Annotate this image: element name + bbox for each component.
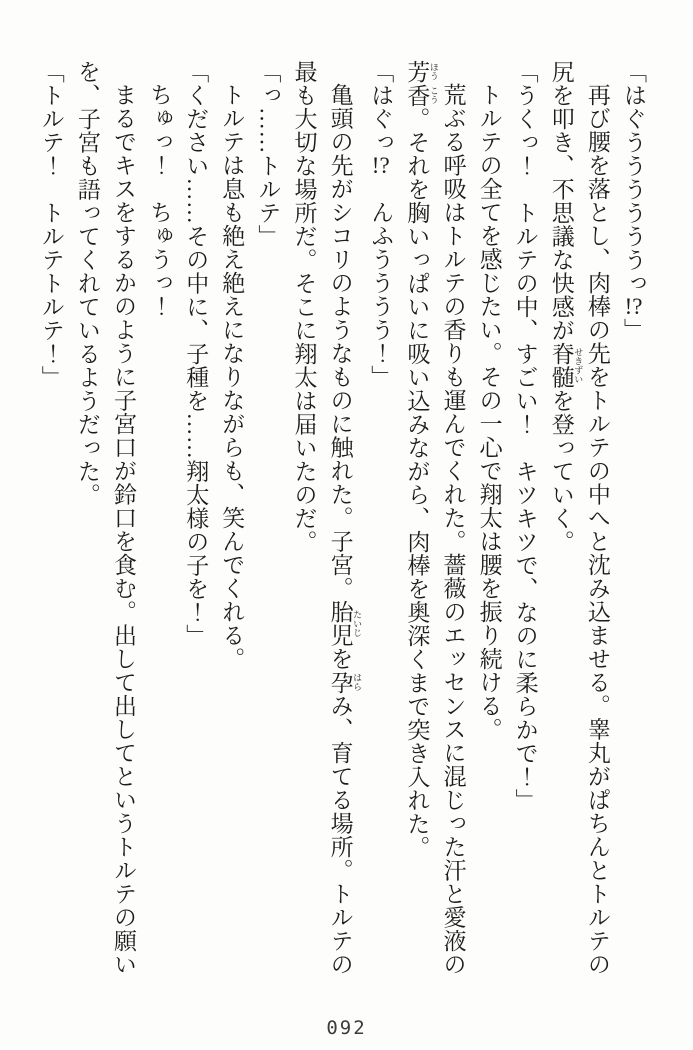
paragraph: 「はぐううううううっ!?」: [621, 60, 646, 342]
ruby-annotated-text: 孕 はら: [327, 670, 363, 694]
ruby-annotated-text: 芳 ほう: [404, 60, 439, 84]
tate-chu-yoko-text: !?: [624, 295, 643, 318]
paragraph: 「はぐっ!? んふうううう！」: [368, 60, 394, 389]
paragraph: 「トルテ！ トルテトルテ！」: [38, 60, 64, 389]
paragraph: トルテの全てを感じたい。その一心で翔太は腰を振り続ける。: [476, 83, 502, 741]
ruby-annotated-text: 胎児 たいじ: [327, 600, 363, 647]
ruby-annotated-text: 脊髄 せきずい: [548, 342, 584, 389]
page-number: 092: [326, 1017, 367, 1039]
paragraph: 「ください……その中に、子種を……翔太様の子を！」: [183, 60, 209, 648]
paragraph: 「うくっ！ トルテの中、すごい！ キツキツで、なのに柔らかで！」: [512, 60, 538, 812]
page-text-block: [33, 60, 651, 985]
paragraph: まるでキスをするかのように子宮口が鈴口を食む。出して出してというトルテの願いを、子宮も語ってくれているようだった。: [74, 60, 136, 976]
paragraph: 「っ……トルテ」: [255, 60, 281, 248]
paragraph: トルテは息も絶え絶えになりながらも、笑んでくれる。: [219, 83, 245, 671]
tate-chu-yoko-text: !?: [371, 154, 390, 177]
paragraph: 荒ぶる呼吸はトルテの香りも運んでくれた。薔薇のエッセンスに混じった汗と愛液の芳 ほう香 こう。それを胸いっぱいに吸い込みながら、肉棒を奥深くまで突き入れた。: [404, 60, 466, 976]
ruby-annotated-text: 香 こう: [404, 83, 439, 107]
paragraph: ちゅっ！ ちゅうっ！: [147, 83, 173, 318]
paragraph: 亀頭の先がシコリのようなものに触れた。子宮。胎児 たいじを孕 はらみ、育てる場所。トルテの最も大切な場所だ。そこに翔太は届いたのだ。: [291, 60, 363, 976]
paragraph: 再び腰を落とし、肉棒の先をトルテの中へと沈み込ませる。睾丸がぱちんとトルテの尻を叩き、不思議な快感が脊髄 せきずいを登っていく。: [548, 60, 610, 976]
